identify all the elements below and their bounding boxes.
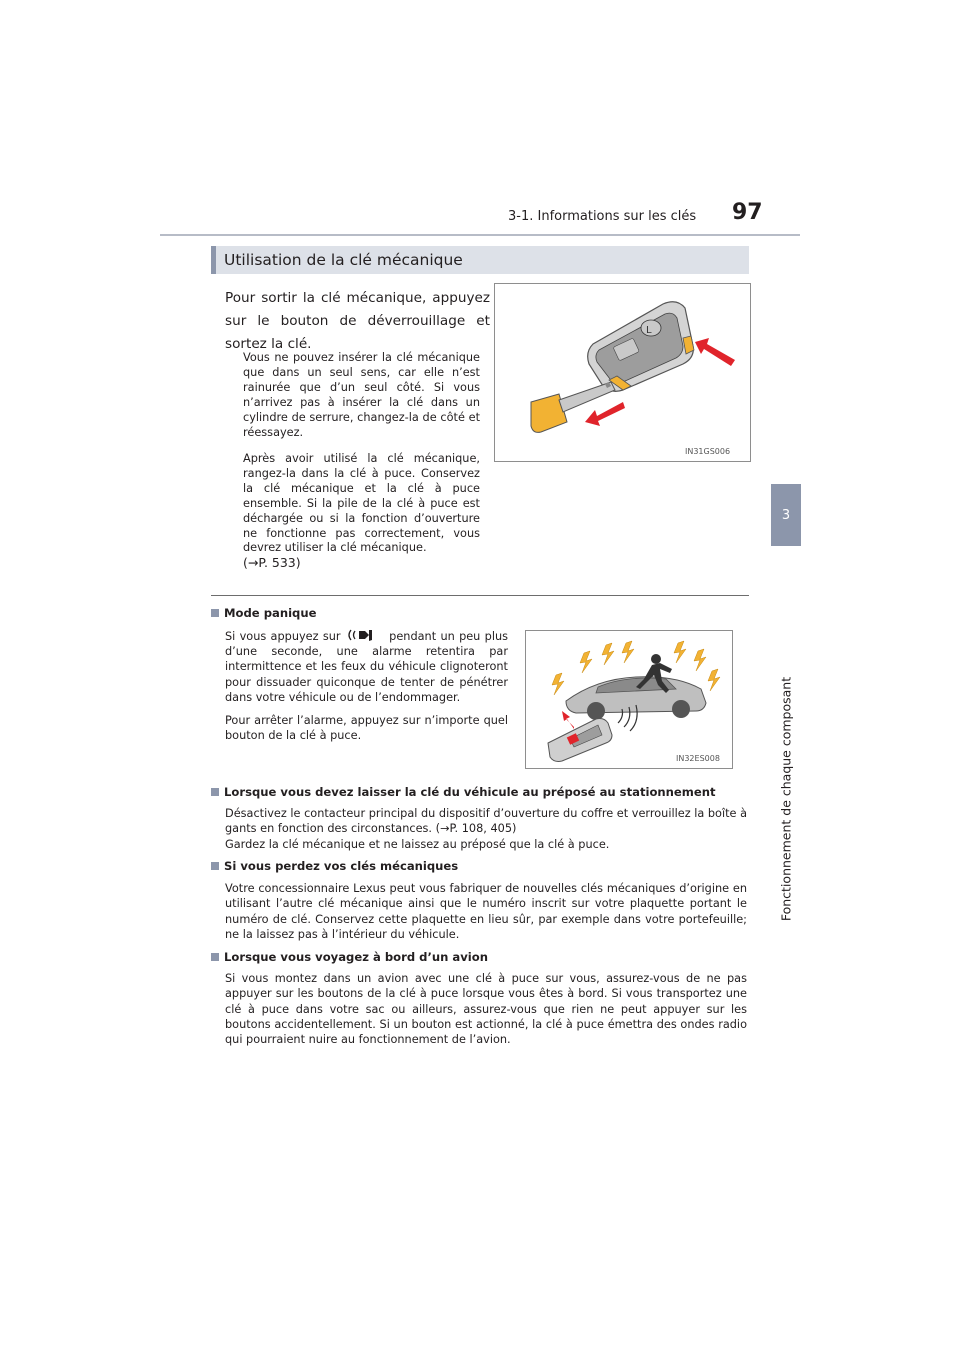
valet-line-1: Désactivez le contacteur principal du dispositif d’ouverture du coffre et verrouillez la boîte à gants en fonction des circonstances. (→P. 108, 405) [225,807,747,836]
note-store-key-text: Après avoir utilisé la clé mécanique, rangez-la dans la clé à puce. Conservez la clé mécanique et la clé à puce ensemble. Si la pile de la clé à puce est déchargée ou si la fonction d’ouverture ne fonctionne pas correctement, vous devrez utiliser la clé mécanique. [243,452,480,555]
chapter-title: Fonctionnement de chaque composant [778,676,794,922]
lost-keys-text: Votre concessionnaire Lexus peut vous fabriquer de nouvelles clés mécaniques d’origine en utilisant l’autre clé mécanique ainsi que le numéro inscrit sur votre plaquette portant le numéro de clé. Conservez cette plaquette en lieu sûr, par exemple dans votre portefeuille; ne la laissez pas à l’intérieur du véhicule. [225,882,747,941]
note-insert-key: Vous ne pouvez insérer la clé mécanique que dans un seul sens, car elle n’est rainurée que d’un seul côté. Si vous n’arrivez pas à insérer la clé dans un cylindre de serrure, changez-la de côté et réessayez. [243,351,480,439]
panic-alarm-figure [525,630,733,769]
svg-text:L: L [646,325,652,336]
figure-code: IN31GS006 [685,447,731,456]
valet-line-2: Gardez la clé mécanique et ne laissez au préposé que la clé à puce. [225,837,610,851]
mechanical-key-figure [494,283,751,462]
smart-key-icon [548,711,612,762]
airplane-heading-text: Lorsque vous voyagez à bord d’un avion [224,950,488,964]
section-title-accent [211,246,216,274]
bullet-icon [211,953,219,961]
car-icon [566,677,706,720]
header-divider [160,234,800,236]
panic-heading-text: Mode panique [224,606,317,620]
bullet-icon [211,862,219,870]
page-reference[interactable]: (→P. 533) [243,555,301,571]
panic-text [225,628,508,705]
panic-button-icon [345,628,385,642]
note-store-key [243,452,480,572]
chapter-number: 3 [781,507,791,523]
key-fob-icon [588,302,694,392]
valet-heading-text: Lorsque vous devez laisser la clé du véhicule au préposé au stationnement [224,785,716,799]
valet-text [225,806,747,852]
section-divider [211,595,749,596]
panic-stop-text: Pour arrêter l’alarme, appuyez sur n’importe quel bouton de la clé à puce. [225,714,508,743]
bullet-icon [211,609,219,617]
bullet-icon [211,788,219,796]
panic-text-after: pendant un peu plus d’une seconde, une alarme retentira par intermittence et les feux du véhicule clignoteront pour dissuader quiconque de tenter de pénétrer dans votre véhicule ou de l’endommager. [225,630,509,704]
panic-heading [211,606,316,620]
page-number: 97 [732,200,763,225]
lost-keys-heading [211,859,458,873]
lost-keys-heading-text: Si vous perdez vos clés mécaniques [224,859,459,873]
mechanical-key-icon [531,382,615,432]
intro-text: Pour sortir la clé mécanique, appuyez sur le bouton de déverrouillage et sortez la clé. [225,290,490,352]
panic-text-before: Si vous appuyez sur [225,630,341,643]
airplane-text: Si vous montez dans un avion avec une clé à puce sur vous, assurez-vous de ne pas appuyer sur les boutons de la clé à puce lorsque vous êtes à bord. Si vous transportez une clé à puce dans votre sac ou ailleurs, assurez-vous que rien ne peut appuyer sur les boutons accidentellement. Si un bouton est actionné, la clé à puce émettra des ondes radio qui pourraient nuire au fonctionnement de l’avion. [225,972,747,1047]
valet-heading [211,785,716,799]
figure-code: IN32ES008 [676,754,720,763]
car-alarm-illustration [526,631,732,768]
section-header: 3-1. Informations sur les clés [508,209,697,224]
section-title: Utilisation de la clé mécanique [224,251,463,269]
airplane-heading [211,950,488,964]
key-fob-illustration [495,284,750,461]
